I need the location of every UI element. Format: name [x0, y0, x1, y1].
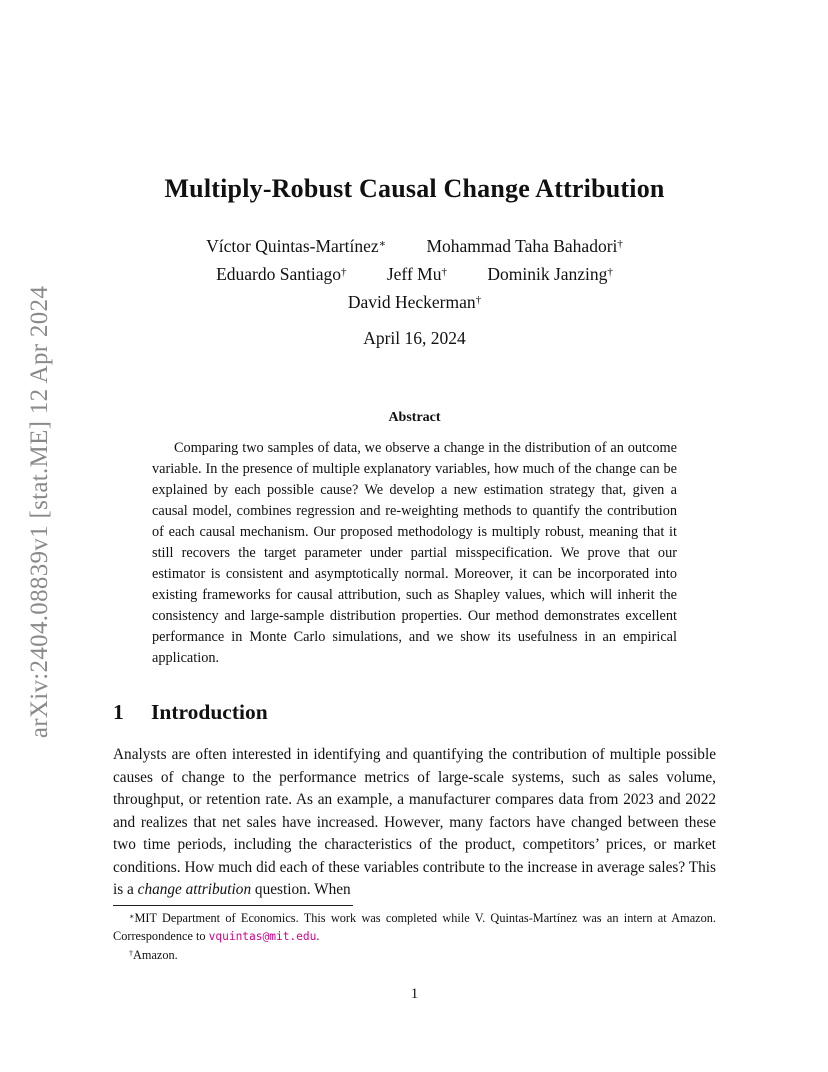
- paper-page: [113, 0, 716, 1072]
- arxiv-identifier-stamp: arXiv:2404.08839v1 [stat.ME] 12 Apr 2024: [26, 285, 53, 739]
- abstract-text: Comparing two samples of data, we observe a change in the distribution of an outcome variable. In the presence of multiple explanatory variables, how much of the change can be explained by each possible cause? We develop a new estimation strategy that, given a causal model, combines regression and re-weighting methods to quantify the contribution of each causal mechanism. Our proposed methodology is multiply robust, meaning that it still recovers the target parameter under partial misspecification. We prove that our estimator is consistent and asymptotically normal. Moreover, it can be incorporated into existing frameworks for causal attribution, such as Shapley values, which will inherit the consistency and large-sample distribution properties. Our method demonstrates excellent performance in Monte Carlo simulations, and we show its usefulness in an empirical application.: [152, 440, 677, 666]
- emphasized-term: change attribution: [137, 881, 252, 898]
- section-heading: [113, 700, 268, 725]
- author-row-3: [113, 288, 716, 316]
- footnotes: [113, 909, 716, 964]
- author-row-1: [113, 232, 716, 260]
- footnote-2: †Amazon.: [129, 948, 178, 962]
- footnote-mark: ∗: [129, 912, 135, 921]
- author-affiliation-mark: ∗: [378, 238, 387, 250]
- author: Eduardo Santiago†: [216, 264, 347, 284]
- author: Mohammad Taha Bahadori†: [426, 236, 623, 256]
- footnote-1: ∗MIT Department of Economics. This work was completed while V. Quintas-Martínez was an intern at Amazon. Correspondence to vquintas@mit.edu.: [113, 911, 716, 943]
- author-affiliation-mark: †: [441, 266, 447, 278]
- author-affiliation-mark: †: [607, 266, 613, 278]
- section-title: Introduction: [151, 700, 268, 724]
- introduction-paragraph: Analysts are often interested in identifying and quantifying the contribution of multiple possible causes of change to the performance metrics of large-scale systems, such as sales volume, throughput, or retention rate. As an example, a manufacturer compares data from 2023 and 2022 and realizes that net sales have increased. However, many factors have changed between these two time periods, including the characteristics of the product, competitors’ prices, or market conditions. How much did each of these variables contribute to the increase in average sales? This is a change attribution question. When: [113, 746, 716, 898]
- paper-title: Multiply-Robust Causal Change Attribution: [164, 174, 665, 203]
- author-affiliation-mark: †: [617, 238, 623, 250]
- author: David Heckerman†: [347, 292, 482, 312]
- author-row-2: [113, 260, 716, 288]
- author: Jeff Mu†: [386, 264, 447, 284]
- author: Dominik Janzing†: [487, 264, 613, 284]
- section-number: 1: [113, 700, 124, 724]
- correspondence-email-link[interactable]: vquintas@mit.edu: [208, 930, 317, 943]
- footnote-mark: †: [129, 949, 133, 958]
- author-affiliation-mark: †: [340, 266, 347, 278]
- author: Víctor Quintas-Martínez∗: [206, 236, 387, 256]
- abstract-heading: Abstract: [388, 410, 441, 425]
- author-block: [113, 232, 716, 316]
- page-number: 1: [410, 986, 419, 1002]
- footnote-divider: [113, 905, 353, 906]
- author-affiliation-mark: †: [475, 294, 482, 306]
- publication-date: April 16, 2024: [363, 328, 466, 348]
